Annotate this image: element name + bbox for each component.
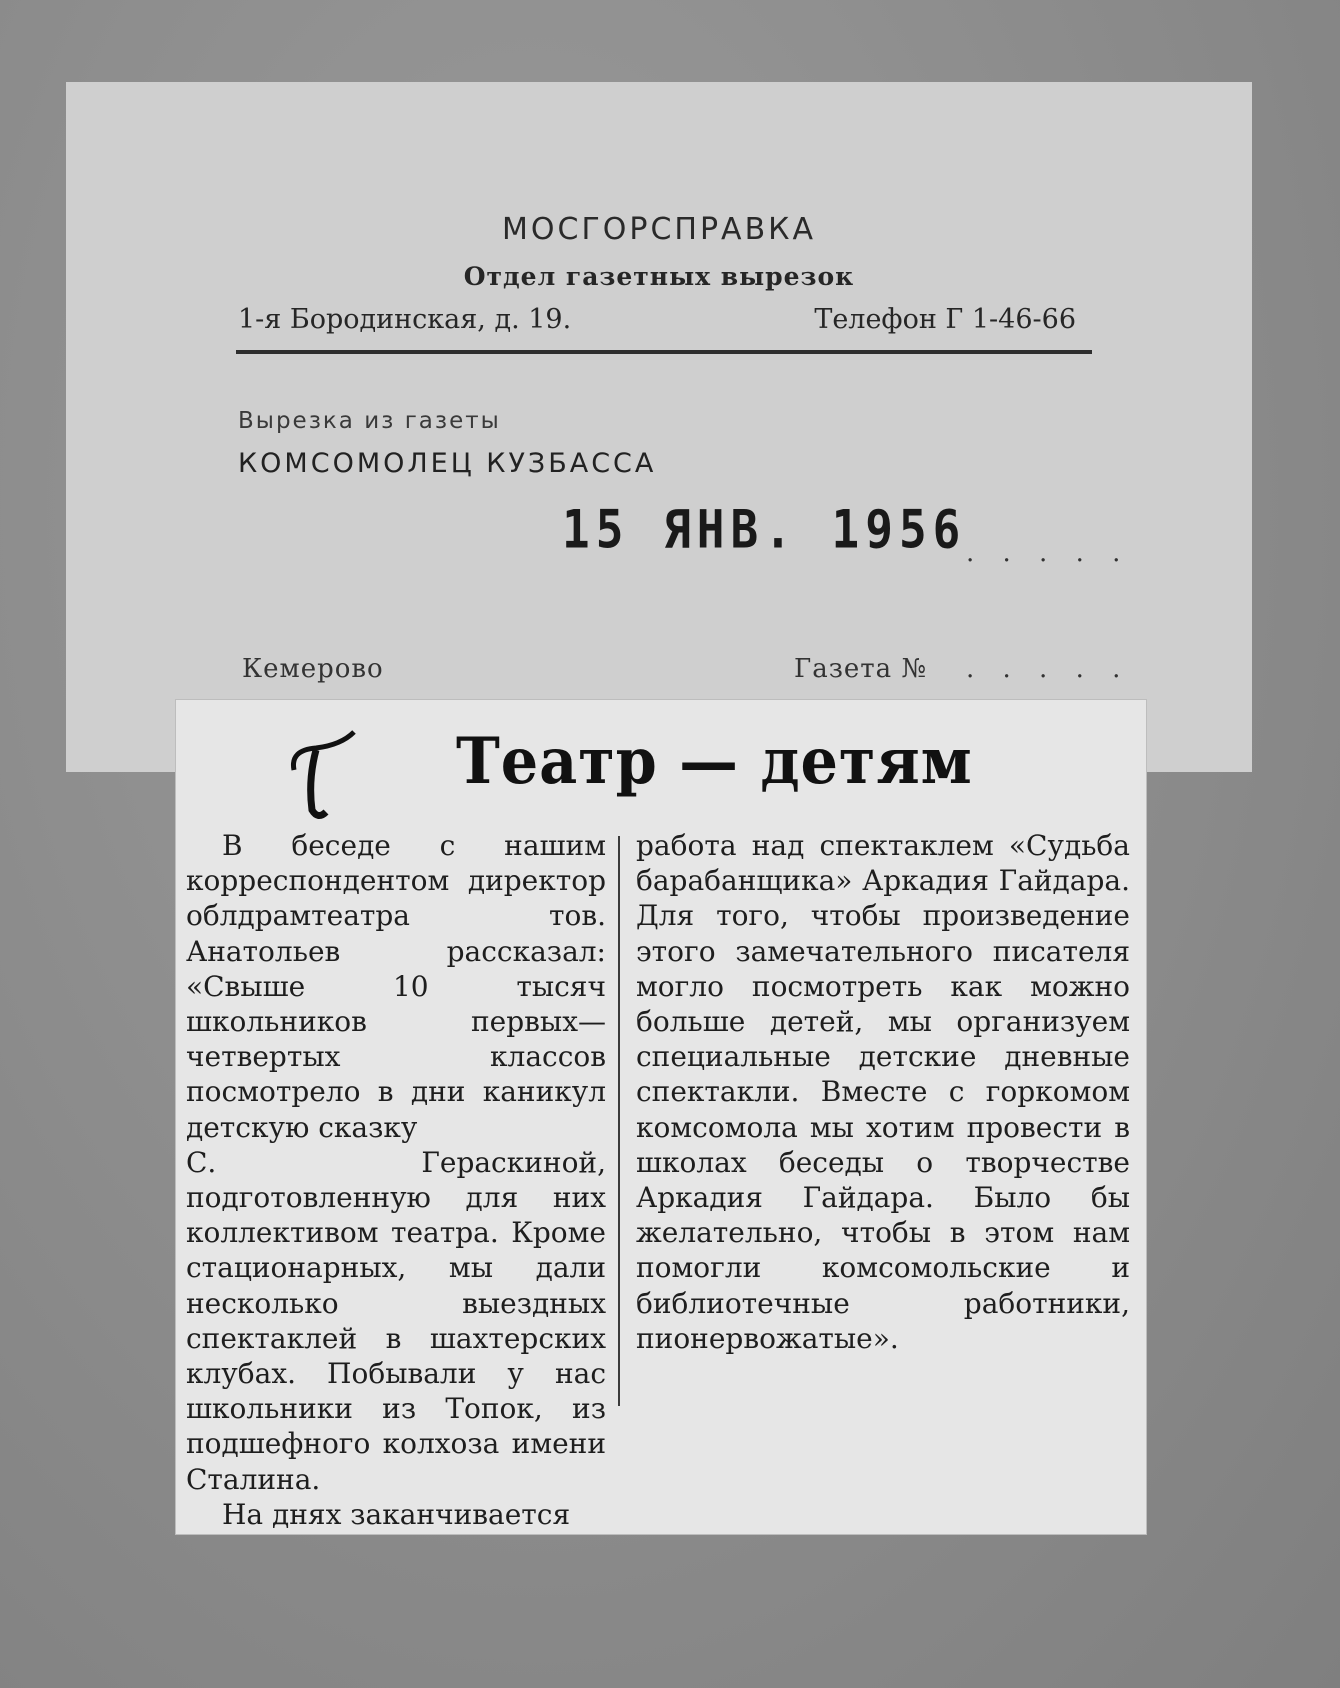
column-divider: [618, 836, 620, 1406]
article-column-1: [186, 828, 606, 1532]
gazeta-number-dots: . . . . .: [966, 654, 1131, 684]
agency-name: МОСГОРСПРАВКА: [502, 212, 816, 247]
date-stamp: 15 ЯНВ. 1956: [562, 497, 967, 561]
paragraph: работа над спектаклем «Судьба барабанщика» Аркадия Гайдара. Для того, чтобы произведение этого замечательного писателя могло посмотреть как можно больше детей, мы организуем специальные детские дневные спектакли. Вместе с горкомом комсомола мы хотим провести в школах беседы о творчестве Аркадия Гайдара. Было бы желательно, чтобы в этом нам помогли комсомольские и библиотечные работники, пионервожатые».: [636, 829, 1130, 1355]
article-column-2: [636, 828, 1130, 1356]
paragraph: В беседе с нашим корреспондентом директор облдрамтеатра тов. Анатольев рассказал: «Свыше 10 тысяч школьников первых—четвертых классов посмотрело в дни каникул детскую сказку: [186, 829, 606, 1144]
agency-phone: Телефон Г 1-46-66: [814, 304, 1076, 335]
city-label: Кемерово: [242, 654, 384, 684]
handwritten-mark-icon: [286, 730, 356, 820]
newspaper-clipping: [176, 700, 1146, 1534]
agency-address: 1-я Бородинская, д. 19.: [238, 304, 572, 335]
cut-from-label: Вырезка из газеты: [238, 408, 501, 434]
article-headline: Театр — детям: [456, 724, 973, 799]
header-divider: [236, 350, 1092, 354]
date-dots: . . . . .: [966, 538, 1131, 568]
paragraph: С. Гераскиной, подготовленную для них коллективом театра. Кроме стационарных, мы дали несколько выездных спектаклей в шахтерских клубах. Побывали у нас школьники из Топок, из подшефного колхоза имени Сталина.: [186, 1145, 606, 1496]
header-slip: [66, 82, 1252, 772]
gazeta-number-label: Газета №: [794, 654, 928, 684]
newspaper-name: КОМСОМОЛЕЦ КУЗБАССА: [238, 448, 657, 479]
paragraph: На днях заканчивается: [222, 1497, 571, 1531]
department-name: Отдел газетных вырезок: [463, 262, 855, 291]
